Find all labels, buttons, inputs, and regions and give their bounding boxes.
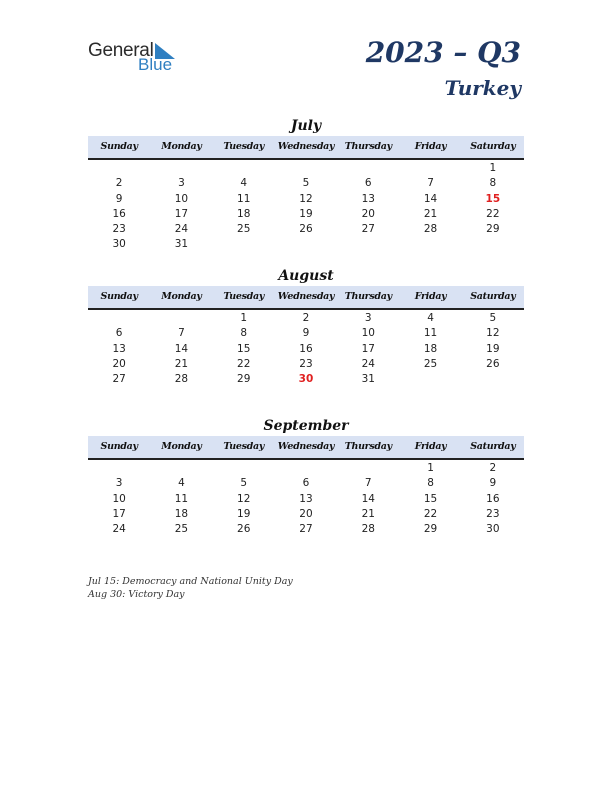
weekday-header bbox=[88, 436, 524, 460]
holiday-note: Aug 30: Victory Day bbox=[88, 589, 185, 600]
month-title: August bbox=[278, 268, 334, 284]
day-cell: 6 bbox=[115, 327, 123, 340]
day-cell: 23 bbox=[486, 507, 500, 520]
empty-day-cell bbox=[88, 461, 150, 476]
day-cell: 31 bbox=[361, 373, 375, 386]
day-cell: 19 bbox=[237, 507, 251, 520]
day-cell: 12 bbox=[486, 327, 500, 340]
holiday-note: Jul 15: Democracy and National Unity Day bbox=[88, 576, 293, 587]
day-cell: 27 bbox=[299, 523, 313, 536]
month-title: July bbox=[290, 118, 322, 134]
day-cell: 23 bbox=[112, 223, 126, 236]
weekday-label: Saturday bbox=[470, 141, 516, 152]
day-cell: 14 bbox=[361, 492, 375, 505]
day-cell: 22 bbox=[486, 207, 500, 220]
day-cell: 24 bbox=[112, 523, 126, 536]
day-cell: 16 bbox=[299, 342, 313, 355]
empty-day-cell bbox=[88, 311, 150, 326]
empty-day-cell bbox=[213, 161, 275, 176]
day-cell: 30 bbox=[112, 238, 126, 251]
day-cell: 9 bbox=[115, 192, 123, 205]
day-cell: 8 bbox=[489, 177, 497, 190]
weekday-label: Wednesday bbox=[277, 291, 335, 302]
day-cell: 21 bbox=[361, 507, 375, 520]
day-cell: 24 bbox=[361, 357, 375, 370]
day-cell: 12 bbox=[237, 492, 251, 505]
day-cell: 29 bbox=[237, 373, 251, 386]
brand-blue-text: Blue bbox=[138, 55, 173, 74]
weekday-label: Wednesday bbox=[277, 441, 335, 452]
brand-logo bbox=[88, 40, 188, 76]
empty-day-cell bbox=[399, 161, 461, 176]
day-cell: 31 bbox=[174, 238, 189, 251]
day-cell: 13 bbox=[361, 192, 375, 205]
day-cell: 7 bbox=[178, 327, 185, 340]
day-cell: 6 bbox=[302, 477, 310, 490]
day-cell: 28 bbox=[423, 223, 438, 236]
month-block-august bbox=[88, 266, 524, 387]
day-grid bbox=[88, 460, 524, 537]
weekday-label: Friday bbox=[414, 441, 447, 452]
day-cell: 8 bbox=[427, 477, 434, 490]
holiday-notes bbox=[88, 575, 293, 601]
day-cell: 2 bbox=[115, 177, 123, 190]
weekday-label: Monday bbox=[161, 141, 202, 152]
day-cell: 26 bbox=[237, 523, 251, 536]
day-cell: 21 bbox=[423, 207, 438, 220]
day-cell: 19 bbox=[299, 207, 313, 220]
day-cell: 1 bbox=[427, 462, 434, 474]
day-cell: 11 bbox=[237, 192, 251, 205]
day-cell: 24 bbox=[174, 223, 189, 236]
day-cell: 10 bbox=[174, 192, 189, 205]
day-cell: 16 bbox=[112, 207, 126, 220]
month-block-july bbox=[88, 116, 524, 253]
day-cell: 9 bbox=[489, 477, 497, 490]
empty-day-cell bbox=[213, 461, 275, 476]
day-cell: 8 bbox=[240, 327, 248, 340]
day-cell: 13 bbox=[112, 342, 126, 355]
day-cell: 15 bbox=[237, 342, 251, 355]
weekday-header bbox=[88, 286, 524, 310]
day-cell: 17 bbox=[112, 507, 126, 520]
day-cell: 27 bbox=[361, 223, 375, 236]
day-cell: 18 bbox=[237, 207, 251, 220]
weekday-label: Friday bbox=[414, 141, 447, 152]
day-cell: 26 bbox=[486, 357, 500, 370]
day-cell: 4 bbox=[240, 177, 248, 190]
day-cell: 14 bbox=[423, 192, 438, 205]
weekday-label: Friday bbox=[414, 291, 447, 302]
weekday-label: Tuesday bbox=[223, 141, 265, 152]
day-cell: 11 bbox=[174, 492, 189, 505]
day-cell: 21 bbox=[174, 357, 189, 370]
day-cell: 20 bbox=[112, 357, 126, 370]
page-title: 2023 – Q3 bbox=[365, 36, 521, 69]
day-cell: 1 bbox=[240, 312, 248, 324]
day-cell: 1 bbox=[489, 162, 497, 174]
empty-day-cell bbox=[337, 461, 399, 476]
day-cell: 14 bbox=[174, 342, 189, 355]
empty-day-cell bbox=[275, 161, 337, 176]
day-cell: 7 bbox=[427, 177, 434, 190]
empty-day-cell bbox=[150, 161, 212, 176]
day-cell: 17 bbox=[361, 342, 375, 355]
brand-general-text: General bbox=[88, 40, 154, 61]
day-cell: 23 bbox=[299, 357, 313, 370]
weekday-label: Sunday bbox=[100, 441, 138, 452]
day-cell: 5 bbox=[302, 177, 310, 190]
day-cell: 18 bbox=[174, 507, 189, 520]
day-cell: 18 bbox=[423, 342, 438, 355]
day-cell: 6 bbox=[364, 177, 372, 190]
day-cell: 26 bbox=[299, 223, 313, 236]
weekday-label: Saturday bbox=[470, 291, 516, 302]
holiday-day-cell: 30 bbox=[298, 373, 314, 386]
day-cell: 25 bbox=[423, 357, 438, 370]
weekday-label: Thursday bbox=[344, 441, 392, 452]
holiday-day-cell: 15 bbox=[485, 192, 501, 205]
day-cell: 29 bbox=[486, 223, 500, 236]
day-cell: 20 bbox=[299, 507, 313, 520]
weekday-label: Saturday bbox=[470, 441, 516, 452]
day-cell: 4 bbox=[178, 477, 185, 490]
day-cell: 25 bbox=[174, 523, 189, 536]
weekday-label: Wednesday bbox=[277, 141, 335, 152]
country-name: Turkey bbox=[444, 76, 521, 100]
day-cell: 9 bbox=[302, 327, 310, 340]
day-cell: 3 bbox=[115, 477, 123, 490]
empty-day-cell bbox=[88, 161, 150, 176]
day-cell: 4 bbox=[427, 312, 434, 324]
month-title: September bbox=[263, 418, 349, 434]
day-grid bbox=[88, 310, 524, 387]
day-cell: 10 bbox=[112, 492, 126, 505]
weekday-label: Monday bbox=[161, 291, 202, 302]
weekday-label: Thursday bbox=[344, 291, 392, 302]
day-cell: 10 bbox=[361, 327, 375, 340]
day-cell: 2 bbox=[302, 312, 310, 324]
day-cell: 3 bbox=[178, 177, 185, 190]
weekday-label: Tuesday bbox=[223, 291, 265, 302]
day-cell: 2 bbox=[489, 462, 497, 474]
month-block-september bbox=[88, 416, 524, 537]
day-cell: 22 bbox=[423, 507, 438, 520]
day-cell: 13 bbox=[299, 492, 313, 505]
day-cell: 11 bbox=[423, 327, 438, 340]
day-cell: 12 bbox=[299, 192, 313, 205]
day-cell: 19 bbox=[486, 342, 500, 355]
empty-day-cell bbox=[150, 311, 212, 326]
empty-day-cell bbox=[275, 461, 337, 476]
weekday-label: Tuesday bbox=[223, 441, 265, 452]
day-cell: 28 bbox=[361, 523, 375, 536]
day-cell: 5 bbox=[489, 312, 497, 324]
day-cell: 17 bbox=[174, 207, 189, 220]
weekday-label: Thursday bbox=[344, 141, 392, 152]
day-cell: 28 bbox=[174, 373, 189, 386]
day-cell: 25 bbox=[237, 223, 251, 236]
day-cell: 22 bbox=[237, 357, 251, 370]
day-cell: 27 bbox=[112, 373, 126, 386]
empty-day-cell bbox=[337, 161, 399, 176]
day-cell: 15 bbox=[423, 492, 438, 505]
day-cell: 30 bbox=[486, 523, 500, 536]
weekday-header bbox=[88, 136, 524, 160]
weekday-label: Monday bbox=[161, 441, 202, 452]
empty-day-cell bbox=[150, 461, 212, 476]
day-cell: 29 bbox=[423, 523, 438, 536]
weekday-label: Sunday bbox=[100, 291, 138, 302]
day-cell: 20 bbox=[361, 207, 375, 220]
day-cell: 5 bbox=[240, 477, 248, 490]
day-cell: 16 bbox=[486, 492, 500, 505]
day-cell: 3 bbox=[364, 312, 372, 324]
weekday-label: Sunday bbox=[100, 141, 138, 152]
day-cell: 7 bbox=[364, 477, 372, 490]
day-grid bbox=[88, 160, 524, 253]
